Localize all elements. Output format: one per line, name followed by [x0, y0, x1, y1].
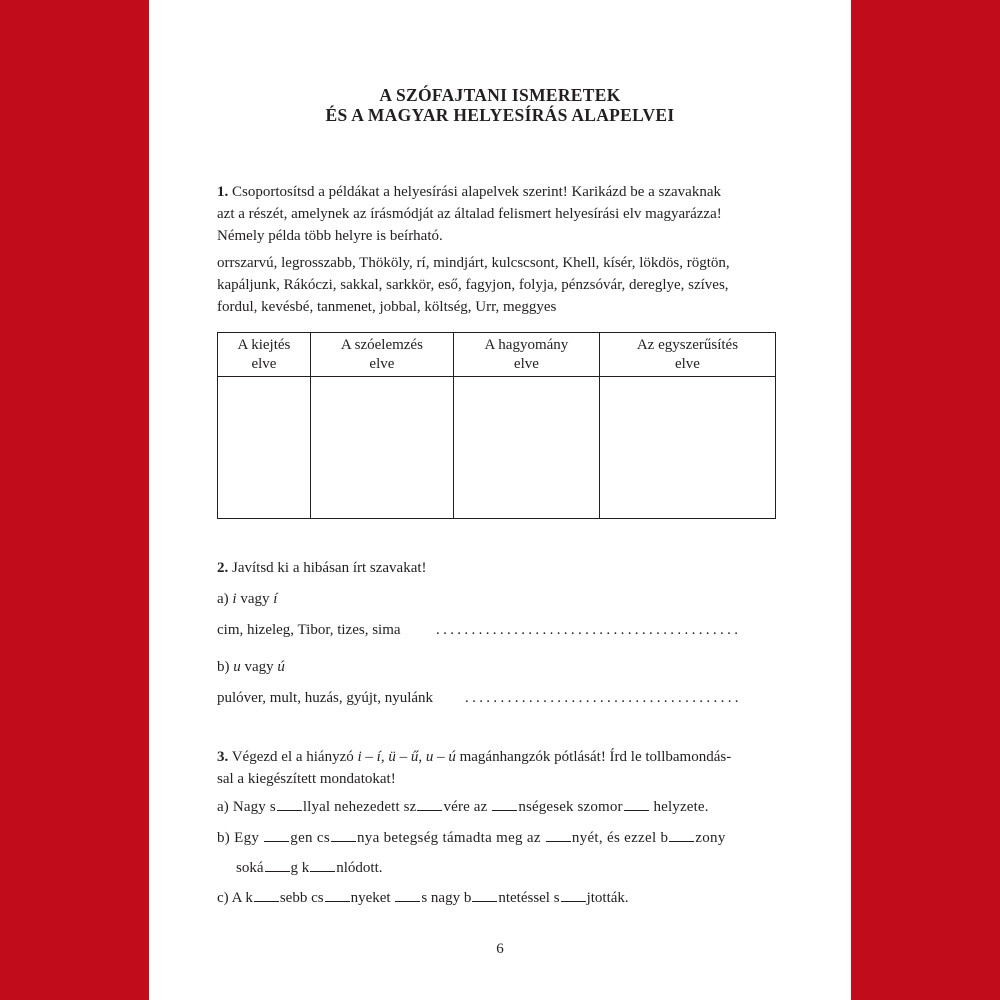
- blank-field[interactable]: [331, 827, 356, 842]
- task-2b-words: pulóver, mult, huzás, gyújt, nyulánk: [217, 690, 434, 706]
- task-3b-sentence-continued: soká g k nlódott.: [236, 857, 383, 879]
- task-1-instruction-line: Némely példa több helyre is beírható.: [217, 228, 443, 244]
- column-header-hagyomany: A hagyomány elve: [453, 333, 599, 377]
- table-answer-row: [218, 377, 776, 519]
- blank-field[interactable]: [265, 857, 290, 872]
- blank-field[interactable]: [310, 857, 335, 872]
- chapter-title-line-1: A SZÓFAJTANI ISMERETEK: [379, 85, 621, 105]
- word-list-line: orrszarvú, legrosszabb, Thököly, rí, mindjárt, kulcscsont, Khell, kísér, lökdös, rögtön,: [217, 255, 730, 271]
- blank-field[interactable]: [472, 887, 497, 902]
- blank-field[interactable]: [546, 827, 571, 842]
- answer-cell-szoelemzes[interactable]: [310, 377, 453, 519]
- word-list-line: fordul, kevésbé, tanmenet, jobbal, költség, Urr, meggyes: [217, 299, 557, 315]
- task-3-number: 3.: [217, 749, 229, 765]
- task-1-word-list: [217, 252, 777, 318]
- word-list-line: kapáljunk, Rákóczi, sakkal, sarkkör, eső, fagyjon, folyja, pénzsóvár, dereglye, szíves,: [217, 277, 729, 293]
- task-2a-label: a) i vagy í: [217, 591, 278, 607]
- blank-field[interactable]: [277, 796, 302, 811]
- task-1-number: 1.: [217, 184, 229, 200]
- answer-cell-hagyomany[interactable]: [453, 377, 599, 519]
- blank-field[interactable]: [624, 796, 649, 811]
- blank-field[interactable]: [669, 827, 694, 842]
- task-2-number: 2.: [217, 560, 229, 576]
- blank-field[interactable]: [417, 796, 442, 811]
- answer-cell-egyszerusites[interactable]: [599, 377, 775, 519]
- task-3a-sentence: a) Nagy s llyal nehezedett sz vére az nségesek szomor helyzete.: [217, 796, 709, 818]
- task-2-instruction: 2. Javítsd ki a hibásan írt szavakat!: [217, 560, 427, 576]
- task-3b-sentence: b) Egy gen cs nya betegség támadta meg az nyét, és ezzel b zony: [217, 827, 726, 849]
- column-header-egyszerusites: Az egyszerűsítés elve: [599, 333, 775, 377]
- blank-field[interactable]: [561, 887, 586, 902]
- chapter-title-line-2: ÉS A MAGYAR HELYESÍRÁS ALAPELVEI: [325, 105, 675, 125]
- classification-table: [217, 332, 776, 519]
- answer-cell-kiejtes[interactable]: [218, 377, 311, 519]
- blank-field[interactable]: [264, 827, 289, 842]
- column-header-szoelemzes: A szóelemzés elve: [310, 333, 453, 377]
- column-header-kiejtes: A kiejtés elve: [218, 333, 311, 377]
- task-3-instruction: 3. Végezd el a hiányzó i – í, ü – ű, u – ú magánhangzók pótlását! Írd le tollbamondás- sal a kiegészített mondatokat!: [217, 749, 732, 787]
- blank-field[interactable]: [254, 887, 279, 902]
- blank-field[interactable]: [395, 887, 420, 902]
- task-1-instruction: [217, 181, 777, 247]
- task-2a-answer-line[interactable]: . . . . . . . . . . . . . . . . . . . . . . . . . . . . . . . . . . . . . . . . . . .: [436, 622, 738, 638]
- task-3c-sentence: c) A k sebb cs nyeket s nagy b ntetéssel s jtották.: [217, 887, 629, 909]
- task-2b-label: b) u vagy ú: [217, 659, 285, 675]
- blank-field[interactable]: [325, 887, 350, 902]
- blank-field[interactable]: [492, 796, 517, 811]
- task-1-instruction-line: azt a részét, amelynek az írásmódját az általad felismert helyesírási elv magyarázza!: [217, 206, 722, 222]
- task-1-instruction-line: Csoportosítsd a példákat a helyesírási alapelvek szerint! Karikázd be a szavaknak: [228, 184, 721, 200]
- task-2a-words: cim, hizeleg, Tibor, tizes, sima: [217, 622, 401, 638]
- table-header-row: [218, 333, 776, 377]
- page: [149, 0, 851, 1000]
- task-2b-answer-line[interactable]: . . . . . . . . . . . . . . . . . . . . . . . . . . . . . . . . . . . . . . .: [465, 690, 739, 706]
- page-number: 6: [496, 941, 504, 957]
